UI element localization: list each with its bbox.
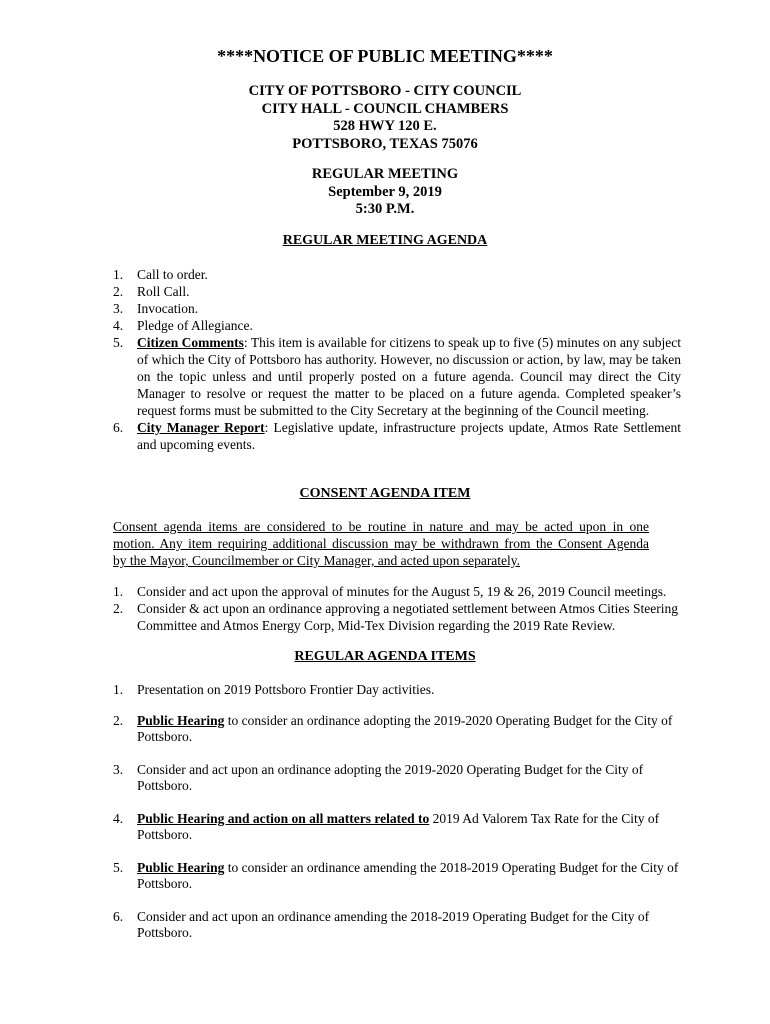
list-item: 3. Consider and act upon an ordinance adopting the 2019-2020 Operating Budget for the City of Pottsboro.: [113, 761, 644, 793]
list-item: 5. Citizen Comments: This item is available for citizens to speak up to five (5) minutes on any subject of which the City of Pottsboro has authority. However, no discussion or action, by law, may be taken on the topic unless and until properly posted on a future agenda. Council may direct the City Manager to resolve or request the matter to be placed on a future agenda. Completed speaker’s request forms must be submitted to the City Secretary at the beginning of the Council meeting.: [113, 335, 681, 418]
regular-list: [113, 682, 681, 942]
list-item: 4. Pledge of Allegiance.: [113, 318, 253, 333]
consent-intro: Consent agenda items are considered to be routine in nature and may be acted upon in one motion. Any item requiring additional discussion may be withdrawn from the Consent Agenda by the Mayor, Councilmember or City Manager, and acted upon separately.: [113, 519, 649, 568]
agenda-heading: REGULAR MEETING AGENDA: [282, 233, 488, 248]
list-item: 4. Public Hearing and action on all matters related to 2019 Ad Valorem Tax Rate for the City of Pottsboro.: [113, 810, 660, 842]
city-header: [0, 83, 770, 153]
list-item: 5. Public Hearing to consider an ordinance amending the 2018-2019 Operating Budget for the City of Pottsboro.: [113, 859, 679, 891]
regular-heading: REGULAR AGENDA ITEMS: [294, 649, 476, 664]
header-line: POTTSBORO, TEXAS 75076: [292, 135, 478, 152]
header-line: CITY HALL - COUNCIL CHAMBERS: [261, 100, 509, 117]
list-item: 3. Invocation.: [113, 301, 199, 316]
list-item: 6. City Manager Report: Legislative update, infrastructure projects update, Atmos Rate Settlement and upcoming events.: [113, 420, 681, 452]
meeting-info: [0, 166, 770, 219]
list-item: 6. Consider and act upon an ordinance amending the 2018-2019 Operating Budget for the City of Pottsboro.: [113, 908, 650, 940]
list-item: 1. Presentation on 2019 Pottsboro Frontier Day activities.: [113, 682, 435, 697]
consent-heading: CONSENT AGENDA ITEM: [299, 486, 471, 501]
header-line: 528 HWY 120 E.: [333, 118, 437, 134]
list-item: 2. Roll Call.: [113, 284, 190, 299]
meeting-time: 5:30 P.M.: [355, 201, 415, 217]
notice-title: ****NOTICE OF PUBLIC MEETING****: [217, 46, 553, 66]
meeting-date: September 9, 2019: [328, 183, 442, 200]
consent-list: [113, 583, 681, 634]
list-item: 2. Public Hearing to consider an ordinance adopting the 2019-2020 Operating Budget for the City of Pottsboro.: [113, 712, 673, 744]
header-line: CITY OF POTTSBORO - CITY COUNCIL: [248, 83, 522, 99]
agenda-list: [113, 266, 681, 453]
list-item: 2. Consider & act upon an ordinance approving a negotiated settlement between Atmos Cities Steering Committee and Atmos Energy Corp, Mid-Tex Division regarding the 2019 Rate Review.: [113, 601, 678, 633]
meeting-type: REGULAR MEETING: [311, 166, 459, 182]
list-item: 1. Call to order.: [113, 267, 208, 282]
list-item: 1. Consider and act upon the approval of minutes for the August 5, 19 & 26, 2019 Council meetings.: [113, 584, 667, 599]
